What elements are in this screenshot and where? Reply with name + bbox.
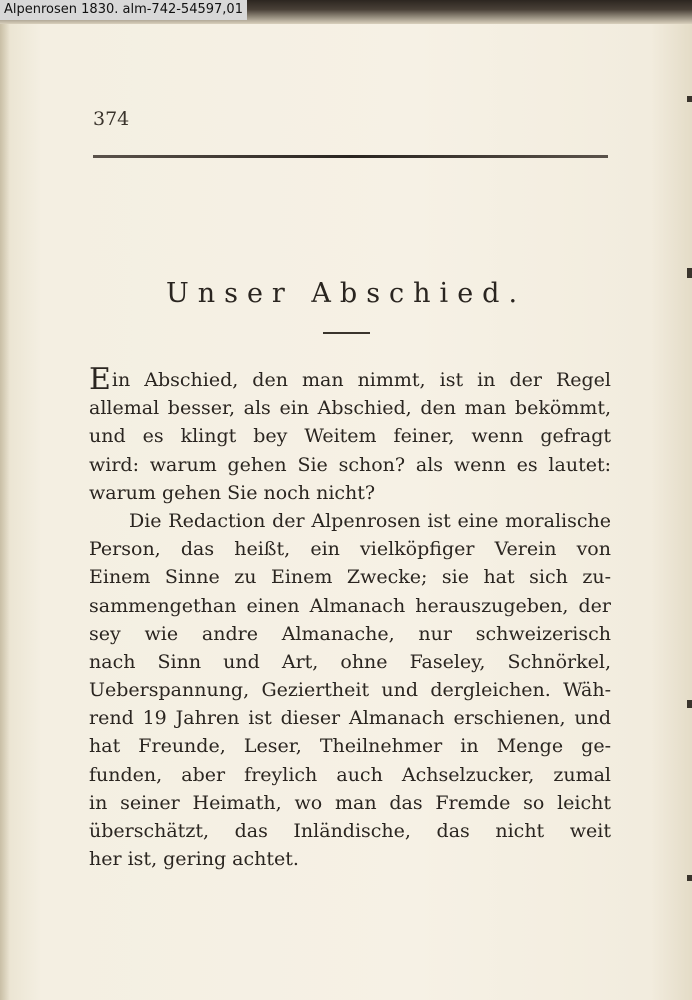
text-line: überschätzt, das Inländische, das nicht weit [89, 820, 611, 842]
gutter-shadow [0, 24, 10, 1000]
title-rule [323, 332, 370, 334]
text-line: und es klingt bey Weitem feiner, wenn gefragt [89, 425, 611, 448]
text-line: hat Freunde, Leser, Theilnehmer in Menge ge- [89, 735, 611, 758]
edge-mark [687, 268, 692, 278]
text-line: warum gehen Sie noch nicht? [89, 481, 376, 504]
edge-mark [687, 96, 692, 102]
text-line: allemal besser, als ein Abschied, den man bekömmt, [89, 397, 611, 420]
drop-cap: E [89, 366, 111, 395]
text-line: Die Redaction der Alpenrosen ist eine moralische [129, 509, 611, 532]
chapter-title: Unser Abschied. [165, 278, 527, 309]
text-line: nach Sinn und Art, ohne Faseley, Schnörkel, [89, 650, 611, 673]
edge-mark [687, 700, 692, 708]
text-line: sey wie andre Almanache, nur schweizerisch [89, 622, 611, 645]
edge-mark [687, 875, 692, 881]
body-text [89, 366, 611, 873]
text-line: sammengethan einen Almanach herauszugeben, der [89, 594, 611, 617]
text-line: her ist, gering achtet. [89, 848, 299, 871]
text-line: Ein Abschied, den man nimmt, ist in der Regel [89, 366, 611, 394]
image-label: Alpenrosen 1830. alm-742-54597,01 [0, 0, 247, 20]
text-line: Einem Sinne zu Einem Zwecke; sie hat sich zu- [89, 566, 611, 589]
page-number: 374 [93, 108, 130, 130]
text-line: wird: warum gehen Sie schon? als wenn es lautet: [89, 453, 611, 476]
text-line: rend 19 Jahren ist dieser Almanach erschienen, und [89, 707, 611, 730]
text-line: in seiner Heimath, wo man das Fremde so leicht [89, 791, 611, 814]
text-line: funden, aber freylich auch Achselzucker, zumal [89, 763, 611, 786]
header-rule [93, 155, 608, 158]
text-line: Person, das heißt, ein vielköpfiger Verein von [89, 538, 611, 561]
text-line: Ueberspannung, Geziertheit und dergleichen. Wäh- [89, 679, 611, 702]
